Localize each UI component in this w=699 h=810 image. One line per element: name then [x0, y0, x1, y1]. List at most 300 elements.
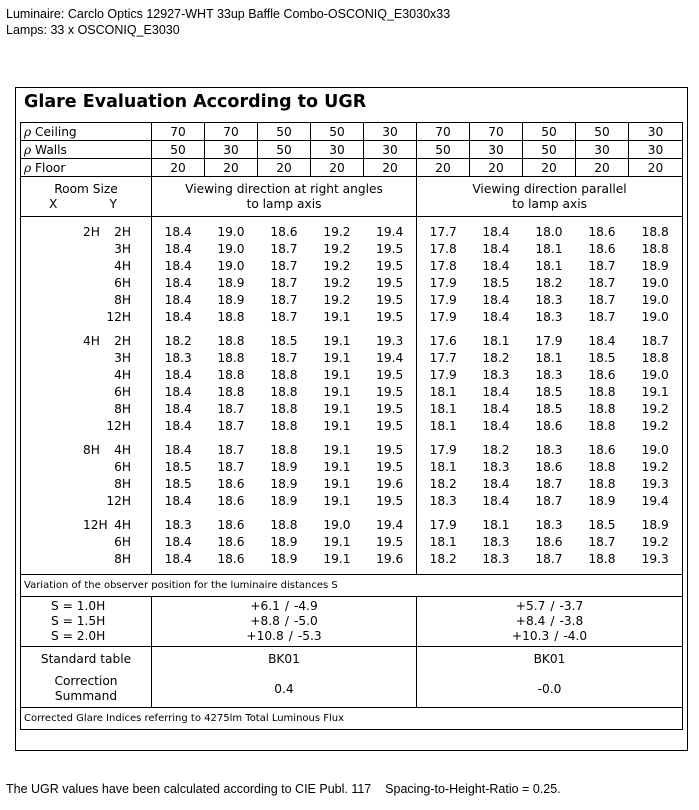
reflectance-value: 50 — [258, 123, 311, 141]
ugr-value: 19.5 — [364, 493, 417, 510]
ugr-data-row — [21, 333, 683, 350]
room-y: 3H — [114, 351, 131, 365]
room-size-cell — [21, 459, 152, 476]
ugr-value: 19.3 — [629, 551, 683, 568]
ugr-value: 19.0 — [629, 292, 683, 309]
ugr-value: 19.4 — [364, 517, 417, 534]
reflectance-value: 70 — [205, 123, 258, 141]
spacing-slash: / — [284, 614, 289, 628]
spacer-cell — [21, 435, 152, 442]
ugr-value: 18.7 — [270, 310, 298, 324]
spacer-cell — [152, 568, 417, 575]
ugr-value: 18.7 — [270, 259, 298, 273]
ugr-value: 18.1 — [429, 402, 457, 416]
room-size-label: Room Size — [54, 181, 118, 196]
ugr-value: 17.9 — [429, 518, 457, 532]
ugr-value: 19.1 — [323, 477, 351, 491]
ugr-value: 18.7 — [535, 477, 563, 491]
ugr-value: 18.7 — [270, 351, 298, 365]
ugr-value: 18.4 — [482, 477, 510, 491]
ugr-value: 18.7 — [588, 535, 616, 549]
room-size-pair — [53, 259, 141, 273]
ugr-value: 18.4 — [164, 419, 192, 433]
ugr-value: 19.5 — [364, 418, 417, 435]
reflectance-row — [21, 141, 683, 159]
ugr-value: 18.9 — [588, 494, 616, 508]
room-size-pair — [53, 443, 141, 457]
ugr-value: 18.2 — [482, 443, 510, 457]
spacer-cell — [417, 568, 683, 575]
room-size-pair — [53, 225, 141, 239]
rho-symbol: ρ — [24, 142, 32, 157]
luminaire-line: Luminaire: Carclo Optics 12927-WHT 33up Baffle Combo-OSCONIQ_E3030x33 — [6, 7, 451, 21]
reflectance-value: 50 — [417, 141, 470, 159]
room-y: 2H — [114, 334, 131, 348]
ugr-value: 18.3 — [164, 518, 192, 532]
ugr-value: 18.4 — [164, 385, 192, 399]
ugr-value: 18.1 — [429, 535, 457, 549]
ugr-value: 18.6 — [217, 535, 245, 549]
room-size-pair — [53, 535, 141, 549]
reflectance-value: 50 — [576, 123, 629, 141]
spacing-plus: +10.8 — [246, 629, 284, 643]
spacing-plus: +6.1 — [250, 599, 280, 613]
ugr-value: 18.4 — [164, 310, 192, 324]
ugr-data-row — [21, 493, 683, 510]
ugr-value: 18.4 — [482, 259, 510, 273]
ugr-value: 19.3 — [364, 333, 417, 350]
ugr-value: 18.5 — [588, 351, 616, 365]
corrected-note: Corrected Glare Indices referring to 4275lm Total Luminous Flux — [21, 708, 683, 730]
spacing-minus: -3.7 — [559, 599, 584, 613]
reflectance-value: 20 — [417, 159, 470, 177]
spacer-cell — [21, 326, 152, 333]
ugr-value: 19.1 — [629, 384, 683, 401]
ugr-value: 19.1 — [323, 443, 351, 457]
ugr-value: 18.4 — [164, 276, 192, 290]
room-size-pair — [53, 310, 141, 324]
ugr-value: 19.0 — [629, 442, 683, 459]
ugr-value: 18.1 — [429, 419, 457, 433]
ugr-value: 18.7 — [217, 402, 245, 416]
reflectance-value: 30 — [629, 141, 683, 159]
reflectance-value: 50 — [523, 123, 576, 141]
luminaire-header — [6, 6, 450, 38]
ugr-value: 18.1 — [535, 351, 563, 365]
ugr-value: 19.2 — [629, 418, 683, 435]
ugr-value: 19.0 — [217, 242, 245, 256]
room-size-cell — [21, 534, 152, 551]
room-size-pair — [53, 552, 141, 566]
reflectance-row — [21, 159, 683, 177]
room-size-pair — [53, 368, 141, 382]
ugr-value: 19.5 — [364, 309, 417, 326]
standard-table-label: Standard table — [21, 647, 152, 672]
room-x: 12H — [83, 518, 108, 532]
standard-table-row — [21, 647, 683, 672]
reflectance-value: 20 — [205, 159, 258, 177]
spacing-plus: +8.4 — [515, 614, 546, 628]
ugr-value: 18.3 — [535, 443, 563, 457]
room-size-pair — [53, 276, 141, 290]
group-spacer — [21, 435, 683, 442]
ugr-data-row — [21, 418, 683, 435]
ugr-value: 17.7 — [429, 225, 457, 239]
ugr-value: 18.9 — [629, 258, 683, 275]
ugr-data-row — [21, 258, 683, 275]
ugr-value: 18.6 — [588, 443, 616, 457]
ugr-value: 18.8 — [588, 460, 616, 474]
reflectance-value: 20 — [470, 159, 523, 177]
ugr-value: 18.4 — [164, 225, 192, 239]
ugr-value: 19.2 — [629, 401, 683, 418]
spacer-cell — [152, 435, 417, 442]
ugr-value: 18.5 — [535, 385, 563, 399]
ugr-value: 18.5 — [588, 518, 616, 532]
ugr-value: 18.8 — [217, 310, 245, 324]
ugr-data-row — [21, 309, 683, 326]
ugr-value: 17.9 — [429, 310, 457, 324]
ugr-data-row — [21, 476, 683, 493]
ugr-value: 19.5 — [364, 442, 417, 459]
ugr-value: 18.6 — [588, 225, 616, 239]
correction-a: 0.4 — [152, 672, 417, 708]
room-size-cell — [21, 401, 152, 418]
ugr-value: 17.9 — [429, 443, 457, 457]
ugr-value: 18.8 — [217, 334, 245, 348]
ugr-value: 18.8 — [588, 552, 616, 566]
room-size-cell — [21, 418, 152, 435]
ugr-value: 17.7 — [429, 351, 457, 365]
correction-row — [21, 672, 683, 708]
ugr-data-row — [21, 241, 683, 258]
spacer-cell — [21, 217, 152, 224]
ugr-value: 18.4 — [164, 535, 192, 549]
direction-parallel-header — [417, 177, 683, 217]
ugr-value: 19.0 — [217, 259, 245, 273]
ugr-value: 17.6 — [429, 334, 457, 348]
ugr-value: 18.4 — [482, 385, 510, 399]
room-size-cell — [21, 442, 152, 459]
ugr-value: 19.5 — [364, 275, 417, 292]
ugr-value: 19.5 — [364, 292, 417, 309]
ugr-data-row — [21, 292, 683, 309]
ugr-value: 19.0 — [629, 309, 683, 326]
ugr-value: 17.9 — [429, 368, 457, 382]
ugr-value: 19.0 — [323, 518, 351, 532]
spacing-label: S = 1.0H — [51, 599, 106, 613]
room-size-cell — [21, 241, 152, 258]
room-size-cell — [21, 333, 152, 350]
ugr-data-row — [21, 401, 683, 418]
reflectance-value: 20 — [152, 159, 205, 177]
ugr-value: 18.3 — [482, 460, 510, 474]
ugr-value: 18.8 — [588, 419, 616, 433]
ugr-value: 18.8 — [270, 368, 298, 382]
ugr-value: 18.6 — [535, 460, 563, 474]
room-y: 4H — [114, 518, 131, 532]
ugr-value: 19.1 — [323, 402, 351, 416]
ugr-value: 19.6 — [364, 476, 417, 493]
spacing-label: S = 2.0H — [51, 629, 106, 643]
ugr-value: 18.1 — [535, 242, 563, 256]
group-spacer — [21, 510, 683, 517]
reflectance-value: 30 — [364, 141, 417, 159]
ugr-value: 18.6 — [217, 552, 245, 566]
spacing-value-pair — [417, 599, 682, 614]
ugr-value: 17.9 — [429, 293, 457, 307]
ugr-value: 18.7 — [629, 333, 683, 350]
room-size-pair — [53, 419, 141, 433]
ugr-value: 18.7 — [270, 276, 298, 290]
ugr-value: 18.6 — [217, 477, 245, 491]
ugr-value: 18.8 — [588, 385, 616, 399]
ugr-value: 18.3 — [535, 368, 563, 382]
ugr-value: 18.8 — [270, 419, 298, 433]
reflectance-value: 20 — [629, 159, 683, 177]
ugr-value: 18.8 — [217, 385, 245, 399]
ugr-value: 18.9 — [270, 535, 298, 549]
reflectance-value: 20 — [364, 159, 417, 177]
room-y: 3H — [114, 242, 131, 256]
reflectance-value: 20 — [258, 159, 311, 177]
ugr-data-row — [21, 534, 683, 551]
room-y: 6H — [114, 276, 131, 290]
spacing-minus: -4.0 — [563, 629, 588, 643]
reflectance-value: 30 — [364, 123, 417, 141]
variation-row — [21, 575, 683, 597]
group-spacer — [21, 568, 683, 575]
spacing-minus: -5.0 — [293, 614, 318, 628]
ugr-value: 19.2 — [323, 276, 351, 290]
group-spacer — [21, 217, 683, 224]
room-y: 12H — [106, 419, 131, 433]
room-size-cell — [21, 177, 152, 217]
ugr-value: 18.9 — [217, 276, 245, 290]
ugr-value: 19.5 — [364, 241, 417, 258]
room-size-pair — [53, 242, 141, 256]
room-size-header — [21, 177, 683, 217]
ugr-value: 19.4 — [364, 224, 417, 241]
room-size-pair — [53, 334, 141, 348]
ugr-value: 17.8 — [429, 259, 457, 273]
ugr-value: 18.7 — [588, 259, 616, 273]
ugr-value: 18.3 — [482, 535, 510, 549]
ugr-value: 17.9 — [429, 276, 457, 290]
ugr-value: 19.5 — [364, 534, 417, 551]
ugr-value: 19.3 — [629, 476, 683, 493]
ugr-value: 19.4 — [629, 493, 683, 510]
room-size-cell — [21, 275, 152, 292]
ugr-value: 18.3 — [482, 368, 510, 382]
room-y: 12H — [106, 494, 131, 508]
ugr-value: 18.6 — [588, 368, 616, 382]
ugr-value: 18.9 — [270, 552, 298, 566]
reflectance-label — [21, 141, 152, 159]
ugr-data-row — [21, 275, 683, 292]
y-label: Y — [109, 196, 117, 211]
ugr-value: 18.2 — [535, 276, 563, 290]
ugr-note: The UGR values have been calculated according to CIE Publ. 117 — [6, 782, 372, 796]
ugr-value: 18.2 — [164, 334, 192, 348]
ugr-value: 18.9 — [270, 460, 298, 474]
ugr-data-row — [21, 384, 683, 401]
room-size-pair — [53, 460, 141, 474]
ugr-value: 18.8 — [270, 443, 298, 457]
ugr-value: 18.9 — [270, 494, 298, 508]
standard-table-a: BK01 — [152, 647, 417, 672]
spacer-cell — [152, 510, 417, 517]
reflectance-value: 50 — [152, 141, 205, 159]
room-y: 8H — [114, 552, 131, 566]
reflectance-value: 30 — [470, 141, 523, 159]
spacing-plus: +10.3 — [511, 629, 550, 643]
ugr-value: 19.2 — [629, 534, 683, 551]
ugr-value: 18.8 — [217, 368, 245, 382]
ugr-value: 18.4 — [164, 293, 192, 307]
spacing-value-pair — [417, 614, 682, 629]
reflectance-value: 30 — [205, 141, 258, 159]
room-y: 8H — [114, 293, 131, 307]
ugr-value: 18.4 — [482, 419, 510, 433]
spacer-cell — [152, 217, 417, 224]
room-size-pair — [53, 402, 141, 416]
ugr-value: 18.4 — [482, 293, 510, 307]
ugr-value: 18.3 — [429, 494, 457, 508]
xy-labels — [21, 197, 151, 212]
spacing-minus: -4.9 — [293, 599, 318, 613]
ugr-data-row — [21, 517, 683, 534]
ugr-value: 18.4 — [164, 242, 192, 256]
ugr-value: 18.8 — [629, 350, 683, 367]
ugr-value: 18.8 — [588, 402, 616, 416]
calculation-note — [6, 781, 561, 797]
ugr-value: 18.9 — [270, 477, 298, 491]
ugr-value: 18.4 — [482, 310, 510, 324]
ugr-value: 18.4 — [164, 368, 192, 382]
room-x: 2H — [83, 225, 100, 239]
spacing-plus: +5.7 — [515, 599, 546, 613]
spacer-cell — [417, 435, 683, 442]
ugr-data-row — [21, 350, 683, 367]
ugr-value: 19.6 — [364, 551, 417, 568]
ugr-value: 19.0 — [629, 367, 683, 384]
room-size-pair — [53, 494, 141, 508]
ugr-value: 19.1 — [323, 385, 351, 399]
room-y: 6H — [114, 385, 131, 399]
ugr-value: 18.7 — [270, 293, 298, 307]
ugr-data-row — [21, 224, 683, 241]
ugr-value: 18.8 — [629, 241, 683, 258]
spacer-cell — [152, 326, 417, 333]
room-size-cell — [21, 367, 152, 384]
ugr-value: 18.3 — [164, 351, 192, 365]
room-size-cell — [21, 476, 152, 493]
ugr-value: 18.1 — [535, 259, 563, 273]
reflectance-label — [21, 123, 152, 141]
direction-right-angles-header — [152, 177, 417, 217]
ugr-value: 18.4 — [482, 402, 510, 416]
ugr-value: 18.7 — [535, 494, 563, 508]
room-size-cell — [21, 309, 152, 326]
ugr-value: 18.4 — [482, 494, 510, 508]
ugr-value: 18.6 — [535, 419, 563, 433]
x-label: X — [49, 196, 58, 211]
ugr-table-frame — [15, 87, 688, 751]
ugr-value: 18.8 — [270, 385, 298, 399]
ugr-value: 18.6 — [588, 242, 616, 256]
ugr-value: 18.1 — [429, 385, 457, 399]
ugr-value: 19.1 — [323, 419, 351, 433]
reflectance-value: 20 — [311, 159, 364, 177]
ugr-value: 18.3 — [535, 518, 563, 532]
room-size-pair — [53, 351, 141, 365]
ugr-value: 19.5 — [364, 367, 417, 384]
room-size-cell — [21, 551, 152, 568]
ugr-value: 18.9 — [629, 517, 683, 534]
ugr-value: 18.2 — [429, 477, 457, 491]
spacing-minus: -3.8 — [559, 614, 584, 628]
ugr-value: 19.5 — [364, 384, 417, 401]
room-y: 12H — [106, 310, 131, 324]
room-y: 8H — [114, 402, 131, 416]
ugr-value: 18.4 — [482, 242, 510, 256]
spacing-slash: / — [554, 629, 559, 643]
ugr-value: 18.8 — [270, 518, 298, 532]
room-x: 8H — [83, 443, 100, 457]
ugr-value: 18.3 — [535, 310, 563, 324]
reflectance-value: 50 — [311, 123, 364, 141]
ugr-value: 19.5 — [364, 401, 417, 418]
spacing-slash: / — [550, 614, 555, 628]
correction-b: -0.0 — [417, 672, 683, 708]
ugr-value: 18.6 — [217, 518, 245, 532]
ugr-value: 18.4 — [482, 225, 510, 239]
spacer-cell — [417, 510, 683, 517]
ugr-value: 18.7 — [535, 552, 563, 566]
ugr-value: 18.8 — [270, 402, 298, 416]
spacing-value-pair — [152, 614, 416, 629]
ugr-value: 18.6 — [270, 225, 298, 239]
room-y: 6H — [114, 535, 131, 549]
ugr-value: 18.0 — [535, 225, 563, 239]
ugr-value: 18.1 — [482, 334, 510, 348]
ugr-value: 18.4 — [164, 494, 192, 508]
ugr-value: 18.5 — [164, 460, 192, 474]
rho-symbol: ρ — [24, 124, 32, 139]
ugr-value: 18.7 — [588, 310, 616, 324]
ugr-value: 18.7 — [270, 242, 298, 256]
spacing-ratio: Spacing-to-Height-Ratio = 0.25. — [385, 782, 561, 796]
reflectance-value: 70 — [417, 123, 470, 141]
spacing-value-pair — [152, 629, 416, 644]
room-size-cell — [21, 292, 152, 309]
spacer-cell — [417, 217, 683, 224]
spacing-minus: -5.3 — [297, 629, 322, 643]
ugr-value: 19.2 — [323, 259, 351, 273]
ugr-value: 18.4 — [164, 443, 192, 457]
ugr-table — [20, 122, 683, 730]
ugr-data-row — [21, 459, 683, 476]
reflectance-value: 50 — [258, 141, 311, 159]
room-y: 4H — [114, 259, 131, 273]
lamps-line: Lamps: 33 x OSCONIQ_E3030 — [6, 23, 180, 37]
group-spacer — [21, 326, 683, 333]
direction-right-angles-line1: Viewing direction at right angles — [185, 181, 383, 196]
ugr-value: 18.7 — [588, 293, 616, 307]
room-size-pair — [53, 518, 141, 532]
room-size-cell — [21, 517, 152, 534]
